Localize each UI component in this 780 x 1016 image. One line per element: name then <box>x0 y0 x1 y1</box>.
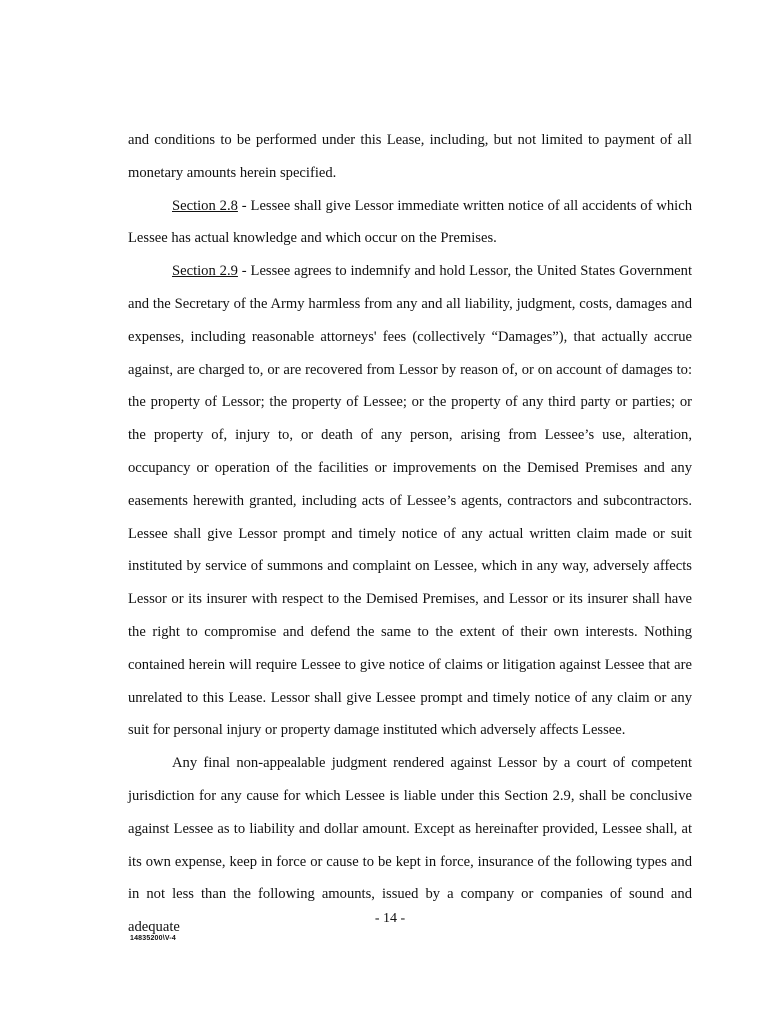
paragraph-continuation: and conditions to be performed under this Lease, including, but not limited to payment of all monetary amounts herein specified. <box>128 132 692 181</box>
paragraph-section-2-9 <box>128 255 692 747</box>
paragraph-judgment: Any final non-appealable judgment rendered against Lessor by a court of competent jurisdiction for any cause for which Lessee is liable under this Section 2.9, shall be conclusive against Lessee as to liability and dollar amount. Except as hereinafter provided, Lessee shall, at its own expense, keep in force or cause to be kept in force, insurance of the following types and in not less than the following amounts, issued by a company or companies of sound and adequate <box>128 755 692 936</box>
paragraph-section-2-8 <box>128 190 692 256</box>
section-2-9-text: - Lessee agrees to indemnify and hold Lessor, the United States Government and the Secretary of the Army harmless from any and all liability, judgment, costs, damages and expenses, including reasonable attorneys' fees (collectively “Damages”), that actually accrue against, are charged to, or are recovered from Lessor by reason of, or on account of damages to: the property of Lessor; the property of Lessee; or the property of any third party or parties; or the property of, injury to, or death of any person, arising from Lessee’s use, alteration, occupancy or operation of the facilities or improvements on the Demised Premises and any easements herewith granted, including acts of Lessee’s agents, contractors and subcontractors. Lessee shall give Lessor prompt and timely notice of any actual written claim made or suit instituted by service of summons and complaint on Lessee, which in any way, adversely affects Lessor or its insurer with respect to the Demised Premises, and Lessor or its insurer shall have the right to compromise and defend the same to the extent of their own interests. Nothing contained herein will require Lessee to give notice of claims or litigation against Lessee that are unrelated to this Lease. Lessor shall give Lessee prompt and timely notice of any claim or any suit for personal injury or property damage instituted which adversely affects Lessee. <box>128 263 692 739</box>
page-number: - 14 - <box>374 911 406 926</box>
document-body <box>128 124 692 944</box>
section-ref-2-8: Section 2.8 <box>172 197 238 214</box>
section-2-8-text: - Lessee shall give Lessor immediate written notice of all accidents of which Lessee has actual knowledge and which occur on the Premises. <box>128 197 692 247</box>
document-id: 14835200\V-4 <box>130 935 176 942</box>
section-ref-2-9: Section 2.9 <box>172 263 238 280</box>
